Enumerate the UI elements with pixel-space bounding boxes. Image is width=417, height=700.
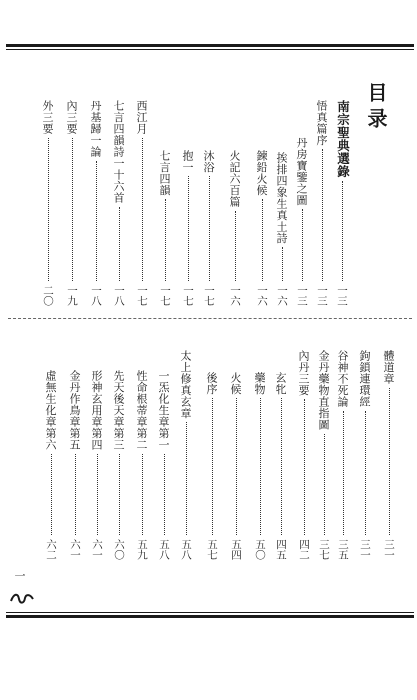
toc-entry-title[interactable]: 一炁化生章第一	[157, 370, 170, 451]
toc-leader-dots	[119, 207, 120, 282]
bottom-border-thin	[6, 612, 414, 613]
toc-entry-page: 一七	[136, 285, 148, 306]
toc-leader-dots	[212, 398, 213, 535]
toc-entry-page: 五九	[136, 539, 148, 560]
toc-entry-page: 一六	[276, 285, 288, 306]
toc-entry-title[interactable]: 金丹作鳥章第五	[68, 370, 81, 451]
toc-entry-title[interactable]: 鍊鉛火候	[255, 150, 268, 196]
section-divider	[8, 318, 412, 319]
toc-entry-title[interactable]: 虛無生化章第六	[44, 370, 57, 451]
toc-entry-page: 六一	[69, 539, 81, 560]
toc-entry-page: 一七	[203, 285, 215, 306]
toc-leader-dots	[343, 411, 344, 536]
toc-entry-page: 五四	[230, 539, 242, 560]
toc-entry-title[interactable]: 金丹藥物直指圖	[317, 350, 330, 431]
toc-entry-title[interactable]: 內三要	[65, 100, 78, 135]
toc-leader-dots	[75, 454, 76, 536]
toc-entry-title[interactable]: 南宗聖典選錄	[335, 100, 351, 178]
toc-leader-dots	[262, 199, 263, 281]
bottom-border-thick	[6, 615, 414, 618]
toc-leader-dots	[324, 434, 325, 536]
toc-entry-title[interactable]: 外三要	[41, 100, 54, 135]
toc-entry-title[interactable]: 谷神不死論	[336, 350, 349, 408]
toc-entry-title[interactable]: 火候	[229, 372, 242, 395]
toc-entry-page: 一七	[159, 285, 171, 306]
toc-leader-dots	[96, 161, 97, 282]
toc-leader-dots	[142, 454, 143, 536]
toc-leader-dots	[164, 454, 165, 536]
toc-entry-title[interactable]: 丹房寶鑒之圖	[295, 137, 308, 206]
toc-leader-dots	[322, 149, 323, 281]
toc-leader-dots	[142, 138, 143, 282]
toc-entry-title[interactable]: 悟真篇序	[315, 100, 328, 146]
toc-entry-title[interactable]: 鉤鎖連環經	[358, 350, 371, 408]
toc-entry-title[interactable]: 丹基歸一論	[89, 100, 102, 158]
toc-entry-title[interactable]: 性命根蒂章第二	[135, 370, 148, 451]
toc-entry-page: 五八	[158, 539, 170, 560]
toc-entry-title[interactable]: 太上修真玄章	[179, 350, 192, 419]
toc-entry-title[interactable]: 玄牝	[274, 372, 287, 395]
toc-leader-dots	[282, 247, 283, 281]
toc-entry-page: 四五	[275, 539, 287, 560]
toc-entry-page: 三七	[318, 539, 330, 560]
toc-leader-dots	[48, 138, 49, 282]
top-border-thick	[6, 44, 414, 47]
toc-entry-page: 一六	[229, 285, 241, 306]
toc-entry-page: 五七	[206, 539, 218, 560]
toc-entry-page: 一三	[336, 285, 348, 306]
toc-entry-page: 一三	[316, 285, 328, 306]
page-ornament-icon	[10, 590, 34, 606]
toc-entry-page: 二〇	[42, 285, 54, 306]
toc-leader-dots	[365, 411, 366, 536]
toc-leader-dots	[302, 209, 303, 281]
page-title: 目录	[364, 82, 388, 134]
toc-leader-dots	[342, 181, 343, 281]
toc-entry-page: 三五	[337, 539, 349, 560]
toc-entry-page: 一八	[90, 285, 102, 306]
toc-entry-page: 一九	[66, 285, 78, 306]
toc-leader-dots	[235, 211, 236, 282]
toc-leader-dots	[165, 199, 166, 281]
toc-entry-title[interactable]: 火記六百篇	[228, 150, 241, 208]
toc-entry-title[interactable]: 形神玄用章第四	[90, 370, 103, 451]
toc-leader-dots	[51, 454, 52, 536]
toc-entry-page: 一八	[113, 285, 125, 306]
toc-entry-title[interactable]: 七言四韻詩一十六首	[112, 100, 125, 204]
toc-leader-dots	[209, 176, 210, 281]
toc-leader-dots	[236, 398, 237, 535]
toc-leader-dots	[186, 422, 187, 535]
toc-entry-title[interactable]: 藥物	[253, 372, 266, 395]
page-number: 一	[13, 570, 26, 582]
toc-entry-page: 四二	[298, 539, 310, 560]
toc-entry-title[interactable]: 先天後天章第三	[112, 370, 125, 451]
toc-entry-page: 三一	[383, 539, 395, 560]
toc-leader-dots	[188, 176, 189, 281]
toc-entry-page: 一六	[256, 285, 268, 306]
toc-entry-page: 六〇	[113, 539, 125, 560]
toc-entry-title[interactable]: 抱一	[181, 150, 194, 173]
toc-entry-title[interactable]: 體道章	[382, 350, 395, 385]
toc-leader-dots	[260, 398, 261, 535]
toc-entry-title[interactable]: 後序	[205, 372, 218, 395]
toc-entry-page: 三一	[359, 539, 371, 560]
toc-leader-dots	[281, 398, 282, 535]
toc-entry-page: 五〇	[254, 539, 266, 560]
toc-entry-title[interactable]: 七言四韻	[158, 150, 171, 196]
toc-entry-title[interactable]: 內丹三要	[297, 350, 310, 396]
toc-entry-page: 六一	[91, 539, 103, 560]
toc-entry-page: 六二	[45, 539, 57, 560]
toc-leader-dots	[97, 454, 98, 536]
toc-leader-dots	[119, 454, 120, 536]
toc-entry-title[interactable]: 西江月	[135, 100, 148, 135]
toc-entry-page: 一七	[182, 285, 194, 306]
toc-leader-dots	[389, 388, 390, 536]
toc-entry-title[interactable]: 沐浴	[202, 150, 215, 173]
toc-entry-page: 五八	[180, 539, 192, 560]
top-border-thin	[6, 49, 414, 50]
toc-leader-dots	[304, 399, 305, 535]
toc-entry-page: 一三	[296, 285, 308, 306]
toc-entry-title[interactable]: 挨排四象生真土詩	[275, 152, 288, 244]
toc-leader-dots	[72, 138, 73, 282]
